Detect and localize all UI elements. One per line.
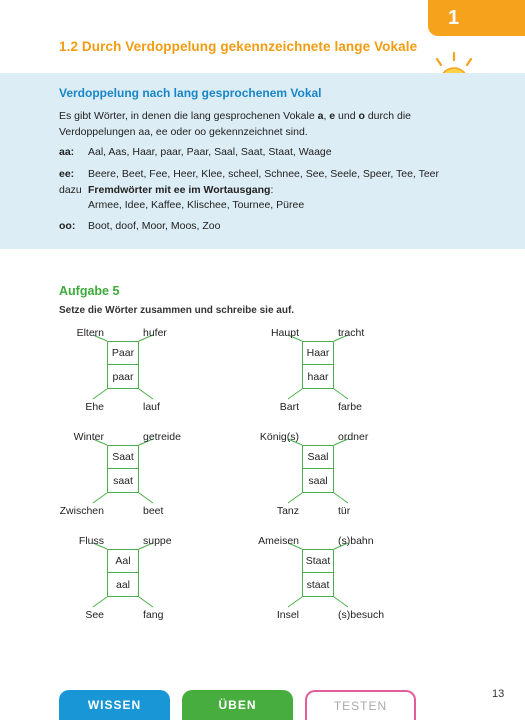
- word-top-right: suppe: [143, 535, 172, 547]
- word-top-left: König(s): [259, 431, 299, 443]
- center-word-box: [107, 445, 139, 493]
- vowel-o: o: [358, 110, 365, 122]
- word-top-left: Haupt: [270, 327, 299, 339]
- word-top-left: Winter: [73, 431, 104, 443]
- center-word-lower: paar: [112, 370, 134, 383]
- word-top-right: (s)bahn: [338, 535, 374, 547]
- puzzle-connectors: [60, 327, 220, 413]
- word-puzzle: [255, 327, 415, 413]
- ueben-tab[interactable]: ÜBEN: [182, 690, 293, 720]
- vowel-key: dazu: [59, 184, 82, 196]
- vowel-words: Aal, Aas, Haar, paar, Paar, Saal, Saat, Staat, Waage: [88, 146, 332, 158]
- word-bottom-right: beet: [143, 505, 164, 517]
- center-word-lower: haar: [307, 370, 329, 383]
- word-puzzle: [255, 535, 415, 621]
- center-word-box: [302, 445, 334, 493]
- center-word-upper: Aal: [108, 550, 138, 573]
- word-top-right: ordner: [338, 431, 369, 443]
- center-word-upper: Staat: [303, 550, 333, 573]
- word-bottom-left: Insel: [276, 609, 299, 621]
- info-intro: Es gibt Wörter, in denen die lang gesprochenen Vokale a, e und o durch die Verdoppelungen aa, ee oder oo gekennzeichnet sind.: [59, 110, 412, 138]
- vowel-key: ee:: [59, 168, 75, 180]
- info-box: [0, 73, 525, 249]
- word-puzzle: [60, 535, 220, 621]
- word-bottom-left: See: [85, 609, 104, 621]
- word-bottom-right: tür: [338, 505, 351, 517]
- center-word-box: [302, 549, 334, 597]
- word-top-left: Fluss: [78, 535, 104, 547]
- task-title: Aufgabe 5: [59, 284, 120, 298]
- vowel-a: a: [317, 110, 324, 122]
- center-word-box: [302, 341, 334, 389]
- vowel-key: aa:: [59, 146, 75, 158]
- center-word-lower: saal: [308, 474, 328, 487]
- word-top-right: tracht: [338, 327, 365, 339]
- word-bottom-left: Tanz: [276, 505, 299, 517]
- word-bottom-left: Bart: [279, 401, 299, 413]
- page-number: 13: [492, 688, 505, 700]
- vowel-words: Boot, doof, Moor, Moos, Zoo: [88, 220, 221, 232]
- center-word-lower: saat: [113, 474, 133, 487]
- word-puzzle: [60, 327, 220, 413]
- section-title: 1.2 Durch Verdoppelung gekennzeichnete lange Vokale: [59, 39, 418, 54]
- info-heading: Verdoppelung nach lang gesprochenem Vokal: [59, 86, 322, 100]
- vowel-e: e: [329, 110, 336, 122]
- center-word-upper: Paar: [108, 342, 138, 365]
- chapter-number: 1: [448, 6, 460, 29]
- center-word-lower: staat: [306, 578, 330, 591]
- center-word-lower: aal: [115, 578, 130, 591]
- word-bottom-left: Ehe: [85, 401, 104, 413]
- word-top-left: Ameisen: [258, 535, 299, 547]
- word-bottom-right: lauf: [143, 401, 160, 413]
- wissen-tab[interactable]: WISSEN: [59, 690, 170, 720]
- chapter-number-tab: [428, 0, 525, 36]
- center-word-box: [107, 549, 139, 597]
- word-top-left: Eltern: [76, 327, 104, 339]
- word-puzzle: [60, 431, 220, 517]
- testen-tab[interactable]: TESTEN: [305, 690, 416, 720]
- center-word-box: [107, 341, 139, 389]
- vowel-words: Armee, Idee, Kaffee, Klischee, Tournee, Püree: [88, 199, 305, 211]
- center-word-upper: Saal: [303, 446, 333, 469]
- center-word-upper: Saat: [108, 446, 138, 469]
- vowel-words: Fremdwörter mit ee im Wortausgang:: [88, 184, 274, 196]
- task-instruction: Setze die Wörter zusammen und schreibe sie auf.: [59, 305, 295, 316]
- vowel-words: Beere, Beet, Fee, Heer, Klee, scheel, Schnee, See, Seele, Speer, Tee, Teer: [88, 168, 440, 180]
- center-word-upper: Haar: [303, 342, 333, 365]
- word-bottom-right: (s)besuch: [338, 609, 385, 621]
- word-bottom-right: fang: [143, 609, 164, 621]
- word-puzzle: [255, 431, 415, 517]
- word-top-right: getreide: [143, 431, 181, 443]
- word-bottom-left: Zwischen: [59, 505, 104, 517]
- word-top-right: hufer: [143, 327, 167, 339]
- vowel-key: oo:: [59, 220, 76, 232]
- word-bottom-right: farbe: [338, 401, 362, 413]
- puzzle-connectors: [60, 535, 220, 621]
